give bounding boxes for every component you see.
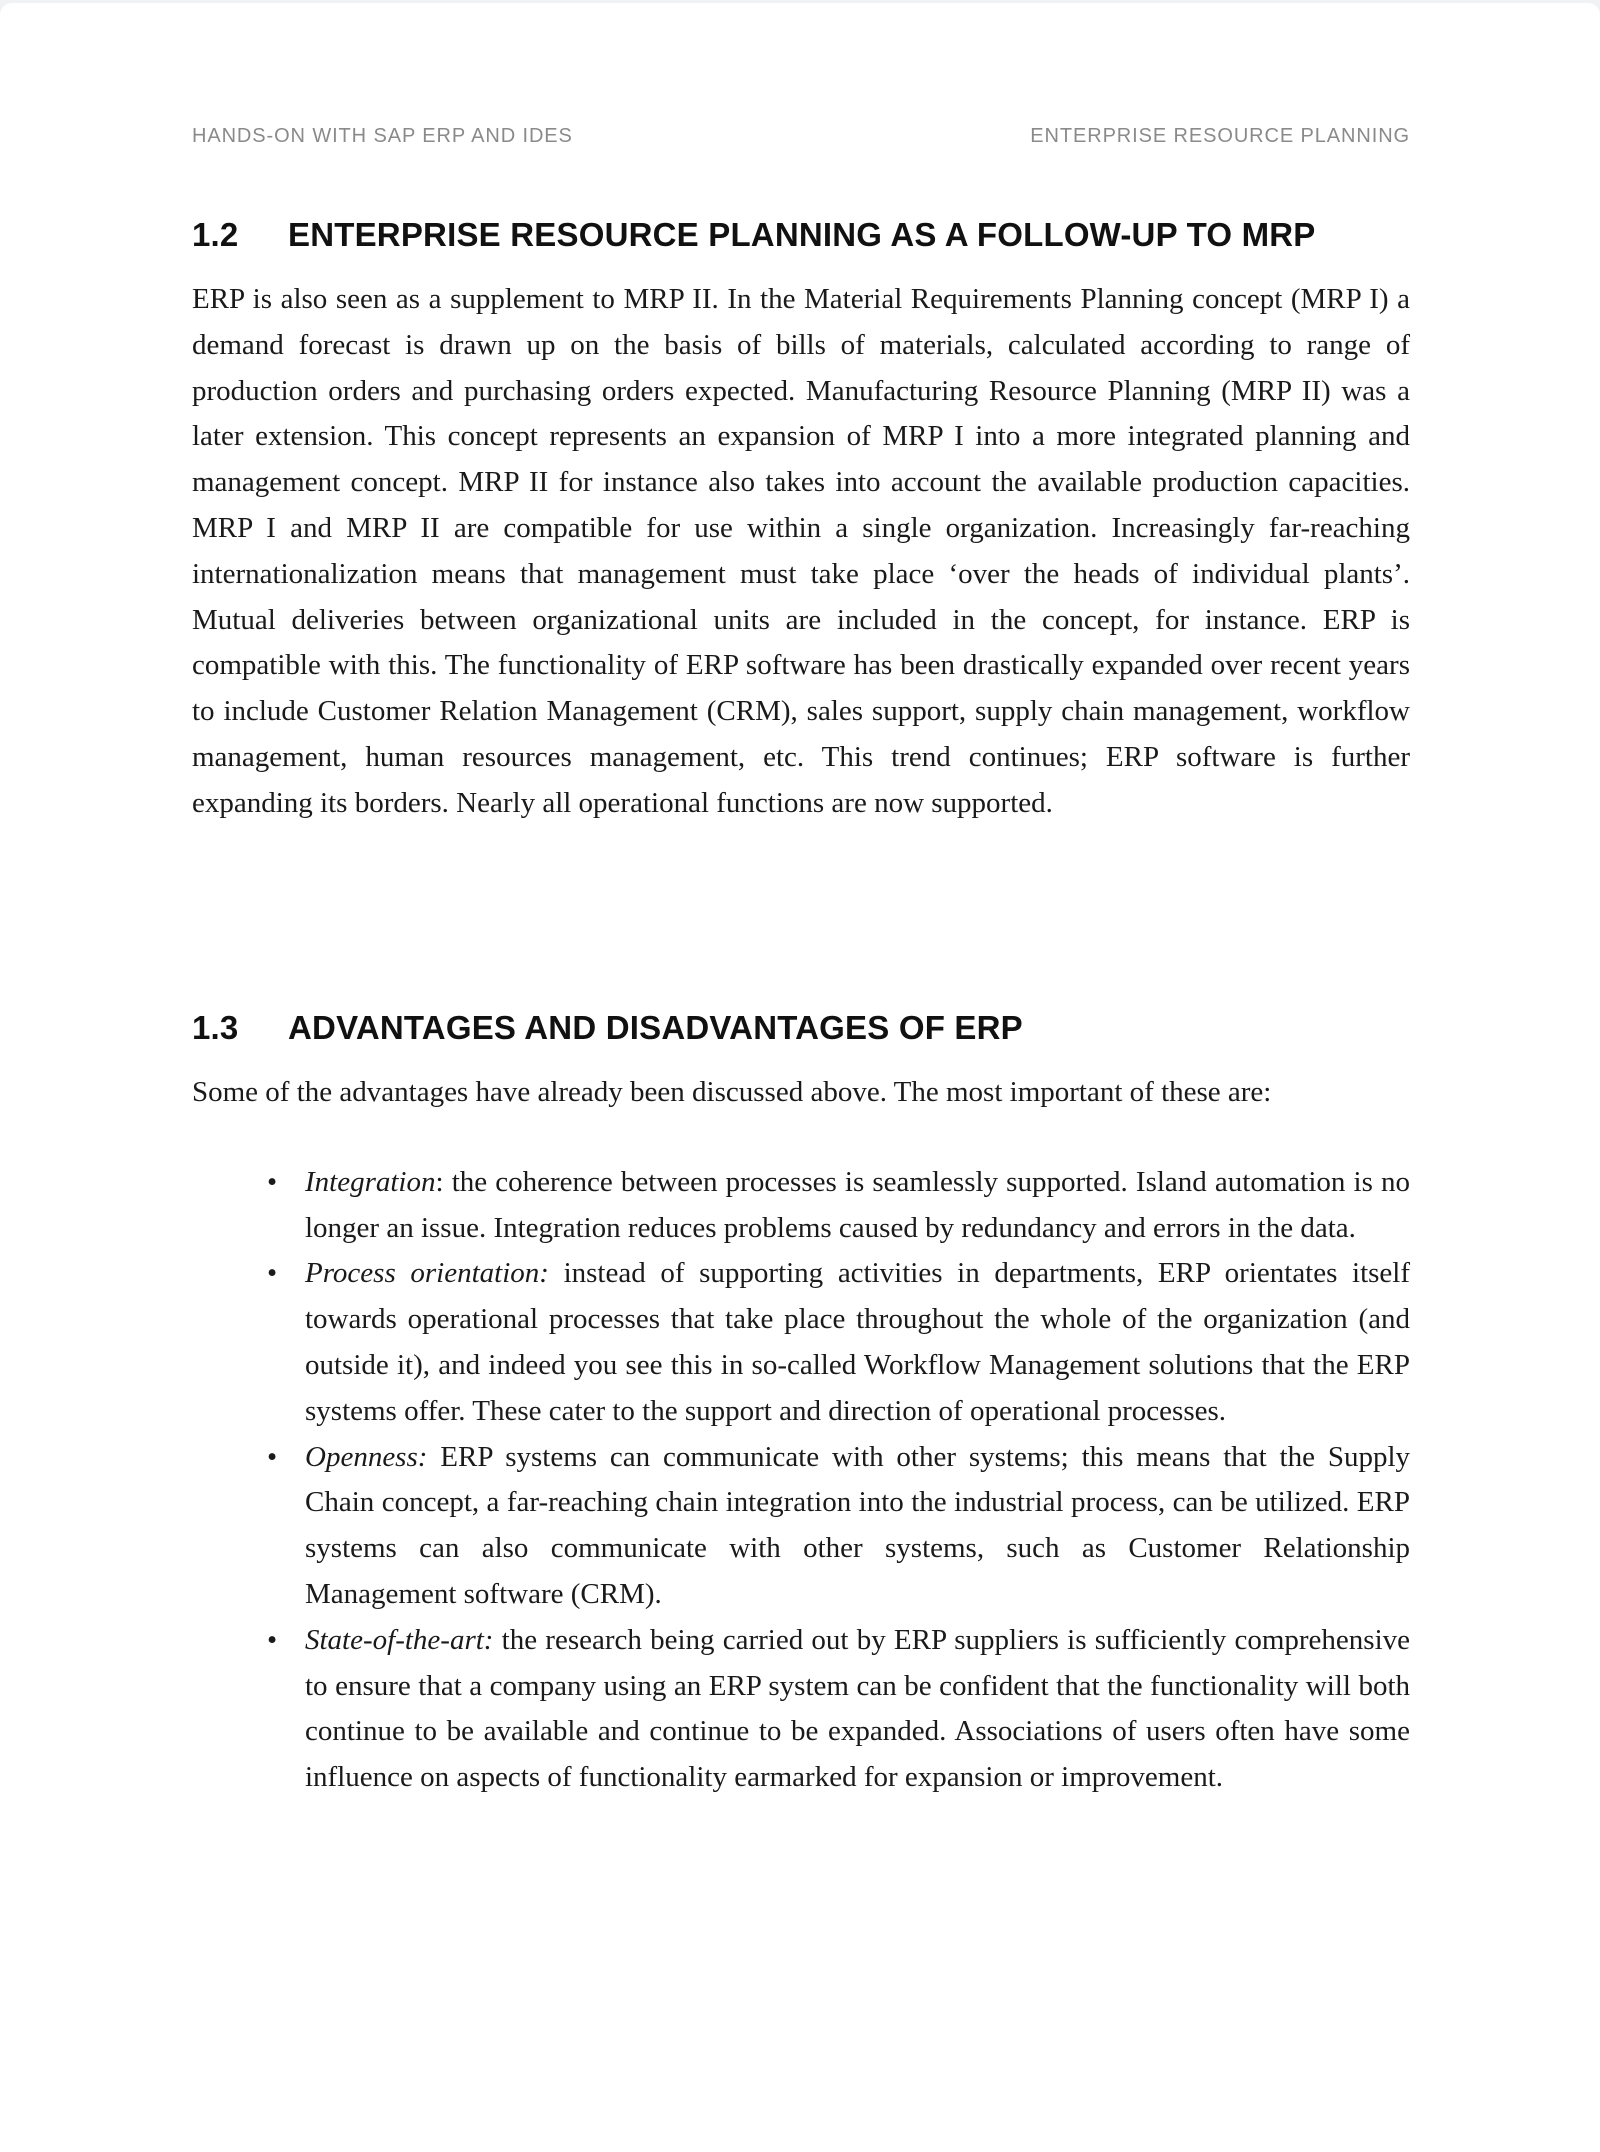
bullet-term: Integration [305, 1165, 436, 1198]
bullet-icon: • [267, 1440, 278, 1473]
bullet-term: State-of-the-art: [305, 1623, 494, 1656]
bullet-icon: • [267, 1165, 278, 1198]
list-item-state-of-the-art [267, 1618, 1411, 1801]
section-heading [192, 1006, 1410, 1050]
bullet-separator: : [435, 1165, 452, 1198]
section-heading [192, 213, 1410, 257]
bullet-icon: • [267, 1623, 278, 1656]
list-item-openness [267, 1435, 1410, 1618]
section-1-3 [192, 1006, 1410, 1801]
body-paragraph: ERP is also seen as a supplement to MRP II. In the Material Requirements Planning concept (MRP I) a demand forecast is drawn up on the basis of bills of materials, calculated according to range of production orders and purchasing orders expected. Manufacturing Resource Planning (MRP II) was a later extension. This concept represents an expansion of MRP I into a more integrated planning and management concept. MRP II for instance also takes into account the available production capacities. MRP I and MRP II are compatible for use within a single organization. Increasingly far-reaching internationalization means that management must take place ‘over the heads of individual plants’. Mutual deliveries between organizational units are included in the concept, for instance. ERP is compatible with this. The functionality of ERP software has been drastically expanded over recent years to include Customer Relation Management (CRM), sales support, supply chain management, workflow management, human resources management, etc. This trend continues; ERP software is further expanding its borders. Nearly all operational functions are now supported. [192, 283, 1410, 819]
bullet-separator [549, 1257, 564, 1289]
running-header-chapter-title: ENTERPRISE RESOURCE PLANNING [1030, 125, 1410, 147]
bullet-text: the research being carried out by ERP suppliers is sufficiently comprehensive to ensure that a company using an ERP system can be confident that the functionality will both continue to be available and continue to be expanded. Associations of users often have some influence on aspects of functionality earmarked for expansion or improvement. [305, 1623, 1411, 1794]
section-title: ENTERPRISE RESOURCE PLANNING AS A FOLLOW-UP TO MRP [288, 216, 1316, 253]
list-item-integration [267, 1160, 1411, 1252]
running-header [192, 125, 1410, 148]
bullet-text: instead of supporting activities in departments, ERP orientates itself towards operational processes that take place throughout the whole of the organization (and outside it), and indeed you see this in so-called Workflow Management solutions that the ERP systems offer. These cater to the support and direction of operational processes. [305, 1257, 1411, 1427]
bullet-icon: • [267, 1257, 278, 1290]
advantages-list [192, 1160, 1410, 1801]
section-title: ADVANTAGES AND DISADVANTAGES OF ERP [288, 1009, 1023, 1046]
running-header-book-title: HANDS-ON WITH SAP ERP AND IDES [192, 125, 573, 147]
bullet-text: the coherence between processes is seamlessly supported. Island automation is no longer an issue. Integration reduces problems caused by redundancy and errors in the data. [305, 1165, 1411, 1244]
section-1-2 [192, 213, 1410, 827]
list-item-process-orientation [267, 1251, 1411, 1434]
section-number: 1.3 [192, 1009, 239, 1046]
bullet-term: Openness: [305, 1440, 428, 1473]
section-number: 1.2 [192, 216, 239, 253]
bullet-separator [427, 1441, 440, 1473]
bullet-separator [493, 1624, 501, 1656]
bullet-term: Process orientation: [305, 1257, 549, 1290]
intro-paragraph: Some of the advantages have already been discussed above. The most important of these are: [192, 1076, 1272, 1108]
document-page [0, 3, 1600, 2152]
bullet-text: ERP systems can communicate with other systems; this means that the Supply Chain concept, a far-reaching chain integration into the industrial process, can be utilized. ERP systems can also communicate with other systems, such as Customer Relationship Management software (CRM). [305, 1440, 1410, 1610]
